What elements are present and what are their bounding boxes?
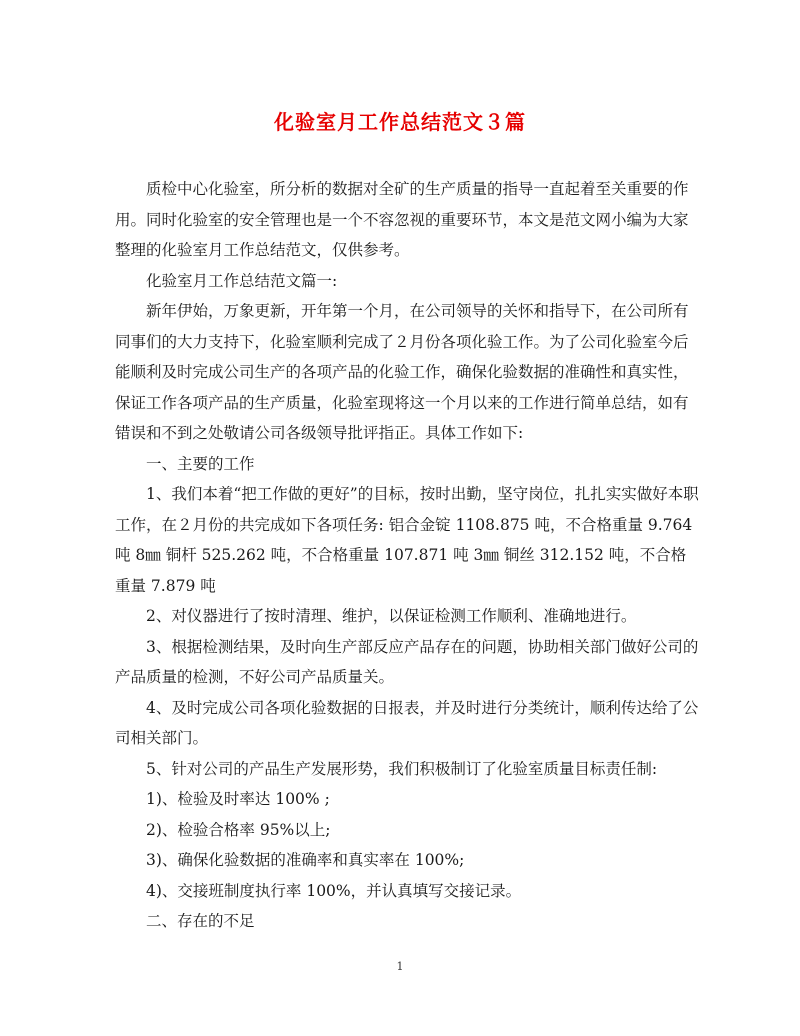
paragraph-section-heading: 化验室月工作总结范文篇一: [146, 271, 338, 290]
page-number: 1 [396, 960, 404, 973]
paragraph-item-5: 5、针对公司的产品生产发展形势，我们积极制订了化验室质量目标责任制: [146, 759, 658, 778]
paragraph-heading-shortcomings: 二、存在的不足 [146, 912, 255, 930]
document-title: 化验室月工作总结范文３篇 [274, 110, 526, 134]
paragraph-target-4: 4)、交接班制度执行率 100%，并认真填写交接记录。 [146, 881, 522, 900]
paragraph-target-1: 1)、检验及时率达 100% ; [146, 790, 330, 808]
document-body [115, 174, 700, 937]
paragraph-heading-main-work: 一、主要的工作 [146, 454, 255, 473]
paragraph-target-2: 2)、检验合格率 95%以上; [146, 820, 331, 839]
paragraph-item-2: 2、对仪器进行了按时清理、维护，以保证检测工作顺利、准确地进行。 [146, 607, 637, 625]
paragraph-intro: 质检中心化验室，所分析的数据对全矿的生产质量的指导一直起着至关重要的作用。同时化验室的安全管理也是一个不容忽视的重要环节，本文是范文网小编为大家整理的化验室月工作总结范文，仅供参考。 [115, 180, 689, 259]
paragraph-item-1: 1、我们本着“把工作做的更好”的目标，按时出勤，坚守岗位，扎扎实实做好本职工作，在２月份的共完成如下各项任务: 铝合金锭 1108.875 吨，不合格重量 9.764 吨 8㎜ 铜杆 525.262 吨，不合格重量 107.871 吨 3㎜ 铜丝 312.152 吨，不合格重量 7.879 吨 [115, 485, 699, 595]
paragraph-opening: 新年伊始，万象更新，开年第一个月，在公司领导的关怀和指导下，在公司所有同事们的大力支持下，化验室顺利完成了２月份各项化验工作。为了公司化验室今后能顺利及时完成公司生产的各项产品的化验工作，确保化验数据的准确性和真实性，保证工作各项产品的生产质量，化验室现将这一个月以来的工作进行简单总结，如有错误和不到之处敬请公司各级领导批评指正。具体工作如下: [115, 302, 689, 442]
paragraph-item-3: 3、根据检测结果，及时向生产部反应产品存在的问题，协助相关部门做好公司的产品质量的检测，不好公司产品质量关。 [115, 637, 699, 686]
paragraph-item-4: 4、及时完成公司各项化验数据的日报表，并及时进行分类统计，顺利传达给了公司相关部门。 [115, 698, 699, 747]
paragraph-target-3: 3)、确保化验数据的准确率和真实率在 100%; [146, 851, 465, 869]
